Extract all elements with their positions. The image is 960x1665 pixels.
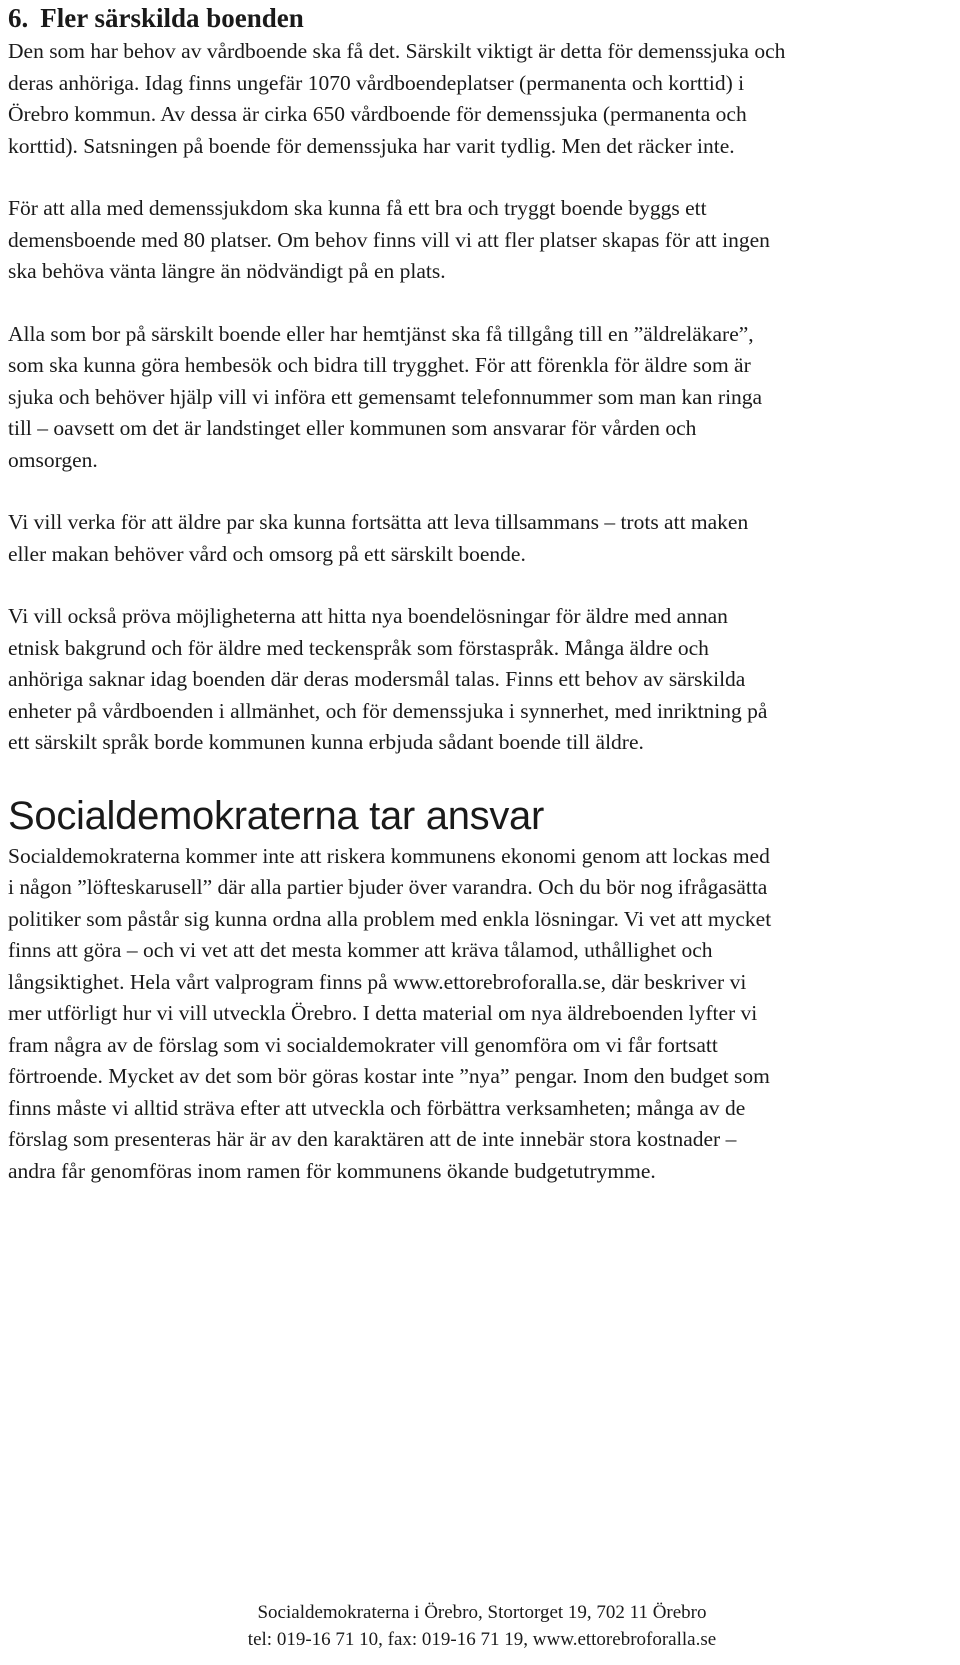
section-heading [8,0,948,34]
paragraph-dementia-housing: För att alla med demenssjukdom ska kunna få ett bra och tryggt boende byggs ett demensboende med 80 platser. Om behov finns vill vi att fler platser skapas för att ingen ska behöva vänta längre än nödvändigt på en plats. [8,196,770,283]
section-number: 6. [8,3,29,33]
paragraph-closing: Socialdemokraterna kommer inte att riskera kommunens ekonomi genom att lockas med i någon ”löfteskarusell” där alla partier bjuder över varandra. Och du bör nog ifrågasätta politiker som påstår sig kunna ordna alla problem med enkla lösningar. Vi vet att mycket finns att göra – och vi vet att det mesta kommer att kräva tålamod, uthållighet och långsiktighet. Hela vårt valprogram finns på www.ettorebroforalla.se, där beskriver vi mer utförligt hur vi vill utveckla Örebro. I detta material om nya äldreboenden lyfter vi fram några av de förslag som vi socialdemokrater vill genomföra om vi får fortsatt förtroende. Mycket av det som bör göras kostar inte ”nya” pengar. Inom den budget som finns måste vi alltid sträva efter att utveckla och förbättra verksamheten; många av de förslag som presenteras här är av den karaktären att de inte innebär stora kostnader – andra får genomföras inom ramen för kommunens ökande budgetutrymme. [8,843,772,1183]
closing-heading: Socialdemokraterna tar ansvar [8,793,545,838]
paragraph-couples: Vi vill verka för att äldre par ska kunna fortsätta att leva tillsammans – trots att maken eller makan behöver vård och omsorg på ett särskilt boende. [8,510,749,566]
paragraph-language-housing: Vi vill också pröva möjligheterna att hitta nya boendelösningar för äldre med annan etnisk bakgrund och för äldre med teckenspråk som förstaspråk. Många äldre och anhöriga saknar idag boenden där deras modersmål talas. Finns ett behov av särskilda enheter på vårdboenden i allmänhet, och för demenssjuka i synnerhet, med inriktning på ett särskilt språk borde kommunen kunna erbjuda sådant boende till äldre. [8,604,768,754]
footer-address: Socialdemokraterna i Örebro, Stortorget 19, 702 11 Örebro [257,1602,707,1623]
page-footer [0,1599,960,1653]
section-title: Fler särskilda boenden [40,3,304,33]
document-page [8,0,948,1187]
paragraph-elderly-doctor: Alla som bor på särskilt boende eller har hemtjänst ska få tillgång till en ”äldreläkare”, som ska kunna göra hembesök och bidra till trygghet. För att förenkla för äldre som är sjuka och behöver hjälp vill vi införa ett gemensamt telefonnummer som man kan ringa till – oavsett om det är landstinget eller kommunen som ansvarar för vården och omsorgen. [8,321,763,472]
footer-contact: tel: 019-16 71 10, fax: 019-16 71 19, www.ettorebroforalla.se [247,1629,717,1650]
paragraph-intro: Den som har behov av vårdboende ska få det. Särskilt viktigt är detta för demenssjuka och deras anhöriga. Idag finns ungefär 1070 vårdboendeplatser (permanenta och korttid) i Örebro kommun. Av dessa är cirka 650 vårdboende för demenssjuka (permanenta och korttid). Satsningen på boende för demenssjuka har varit tydlig. Men det räcker inte. [8,39,786,158]
